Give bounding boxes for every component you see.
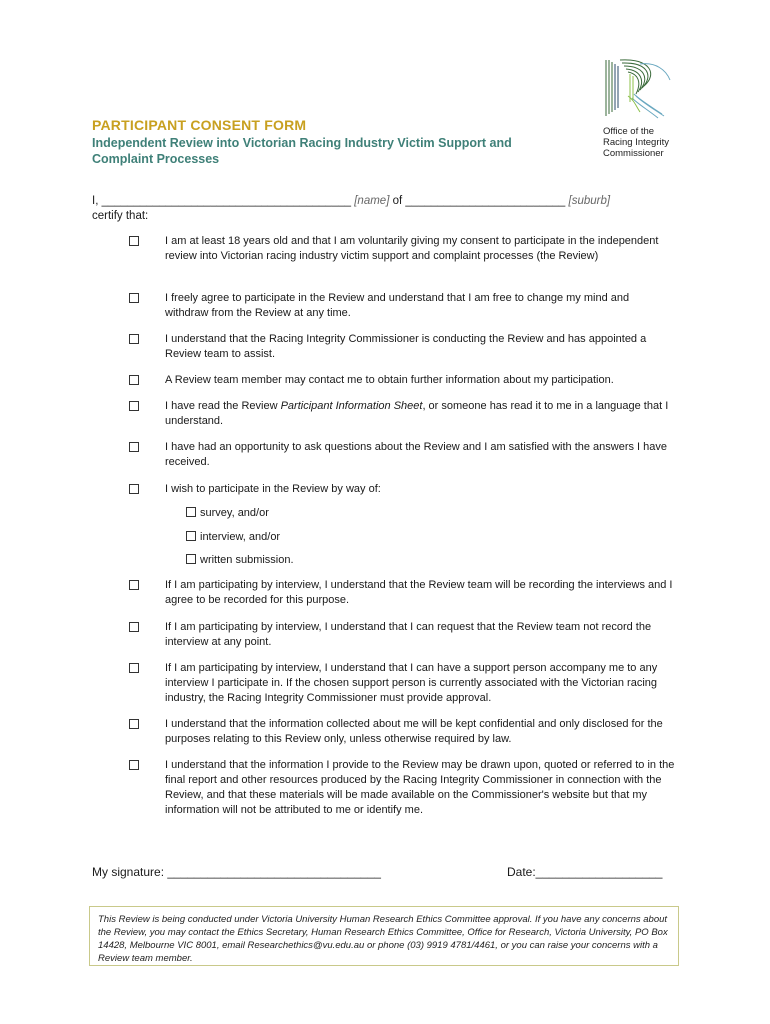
consent-checkbox[interactable]	[129, 236, 139, 246]
consent-item-text: I understand that the Racing Integrity Commissioner is conducting the Review and has appointed a Review team to assist.	[165, 333, 647, 360]
consent-checkbox[interactable]	[129, 622, 139, 632]
consent-item-text: If I am participating by interview, I understand that I can request that the Review team not record the interview at any point.	[165, 621, 652, 648]
consent-item-text: If I am participating by interview, I understand that I can have a support person accompany me to any interview I participate in. If the chosen support person is currently associated with the Victorian racing industry, the Racing Integrity Commissioner must provide approval.	[165, 662, 658, 704]
participation-option	[186, 553, 294, 568]
date-field[interactable]: Date:___________________	[507, 865, 663, 879]
of-text: of	[392, 195, 403, 207]
consent-item-text: I freely agree to participate in the Review and understand that I am free to change my mind and withdraw from the Review at any time.	[165, 292, 630, 319]
form-title: PARTICIPANT CONSENT FORM	[92, 117, 307, 133]
info-sheet-text-before: I have read the Review	[165, 400, 281, 412]
signature-field[interactable]: My signature: ________________________________	[92, 865, 381, 879]
participation-option-label: interview, and/or	[200, 531, 281, 543]
logo-line: Commissioner	[603, 148, 664, 159]
interview-checkbox[interactable]	[186, 531, 196, 541]
info-sheet-text-after: , or someone has read it to me in a language that I understand.	[165, 400, 669, 427]
participation-option	[186, 530, 280, 545]
suburb-label: [suburb]	[568, 195, 611, 207]
consent-item-text: I understand that the information collected about me will be kept confidential and only disclosed for the purposes relating to this Review only, unless otherwise required by law.	[165, 718, 663, 745]
ethics-notice: This Review is being conducted under Victoria University Human Research Ethics Committee approval. If you have any concerns about the Review, you may contact the Ethics Secretary, Human Research Ethics Committee, Office for Research, Victoria University, PO Box 14428, Melbourne VIC 8001, email Researchethics@vu.edu.au or phone (03) 9919 4781/4461, or you can raise your concerns with a Review team member.	[89, 906, 679, 966]
consent-checkbox[interactable]	[129, 442, 139, 452]
name-blank[interactable]: I, _______________________________________	[92, 195, 352, 207]
logo-text	[603, 126, 669, 159]
intro-declaration	[92, 194, 682, 224]
consent-checkbox[interactable]	[129, 663, 139, 673]
logo-line: Racing Integrity	[603, 137, 670, 148]
participation-option-label: survey, and/or	[200, 507, 269, 519]
consent-item-text: I am at least 18 years old and that I am voluntarily giving my consent to participate in the independent review into Victorian racing industry victim support and complaint processes (the Review)	[165, 235, 659, 262]
participant-info-sheet-title: Participant Information Sheet	[280, 400, 423, 412]
consent-checkbox[interactable]	[129, 293, 139, 303]
racing-integrity-logo-icon	[600, 56, 680, 120]
logo-line: Office of the	[603, 126, 655, 137]
consent-item-text: I understand that the information I provide to the Review may be drawn upon, quoted or referred to in the final report and other resources produced by the Racing Integrity Commissioner in connection with the Review, and that these materials will be made available on the Commissioner's website but that my information will not be attributed to me or identify me.	[165, 759, 675, 816]
certify-text: certify that:	[92, 210, 149, 222]
consent-item-text: If I am participating by interview, I understand that the Review team will be recording the interviews and I agree to be recorded for this purpose.	[165, 579, 673, 606]
consent-item-text: I have had an opportunity to ask questions about the Review and I am satisfied with the answers I have received.	[165, 441, 668, 468]
consent-checkbox[interactable]	[129, 760, 139, 770]
consent-item-text: A Review team member may contact me to obtain further information about my participation.	[165, 374, 614, 386]
form-subtitle: Independent Review into Victorian Racing Industry Victim Support and Complaint Processes	[92, 136, 512, 166]
name-label: [name]	[354, 195, 390, 207]
survey-checkbox[interactable]	[186, 507, 196, 517]
consent-checkbox[interactable]	[129, 334, 139, 344]
consent-checkbox[interactable]	[129, 375, 139, 385]
participation-option	[186, 506, 269, 521]
consent-checkbox[interactable]	[129, 484, 139, 494]
consent-checkbox[interactable]	[129, 401, 139, 411]
consent-item-text	[165, 399, 675, 429]
participation-option-label: written submission.	[200, 554, 294, 566]
written-submission-checkbox[interactable]	[186, 554, 196, 564]
consent-item-text: I wish to participate in the Review by way of:	[165, 483, 381, 495]
consent-checkbox[interactable]	[129, 719, 139, 729]
racing-integrity-logo	[600, 56, 684, 164]
suburb-blank[interactable]: _________________________	[405, 195, 566, 207]
consent-checkbox[interactable]	[129, 580, 139, 590]
